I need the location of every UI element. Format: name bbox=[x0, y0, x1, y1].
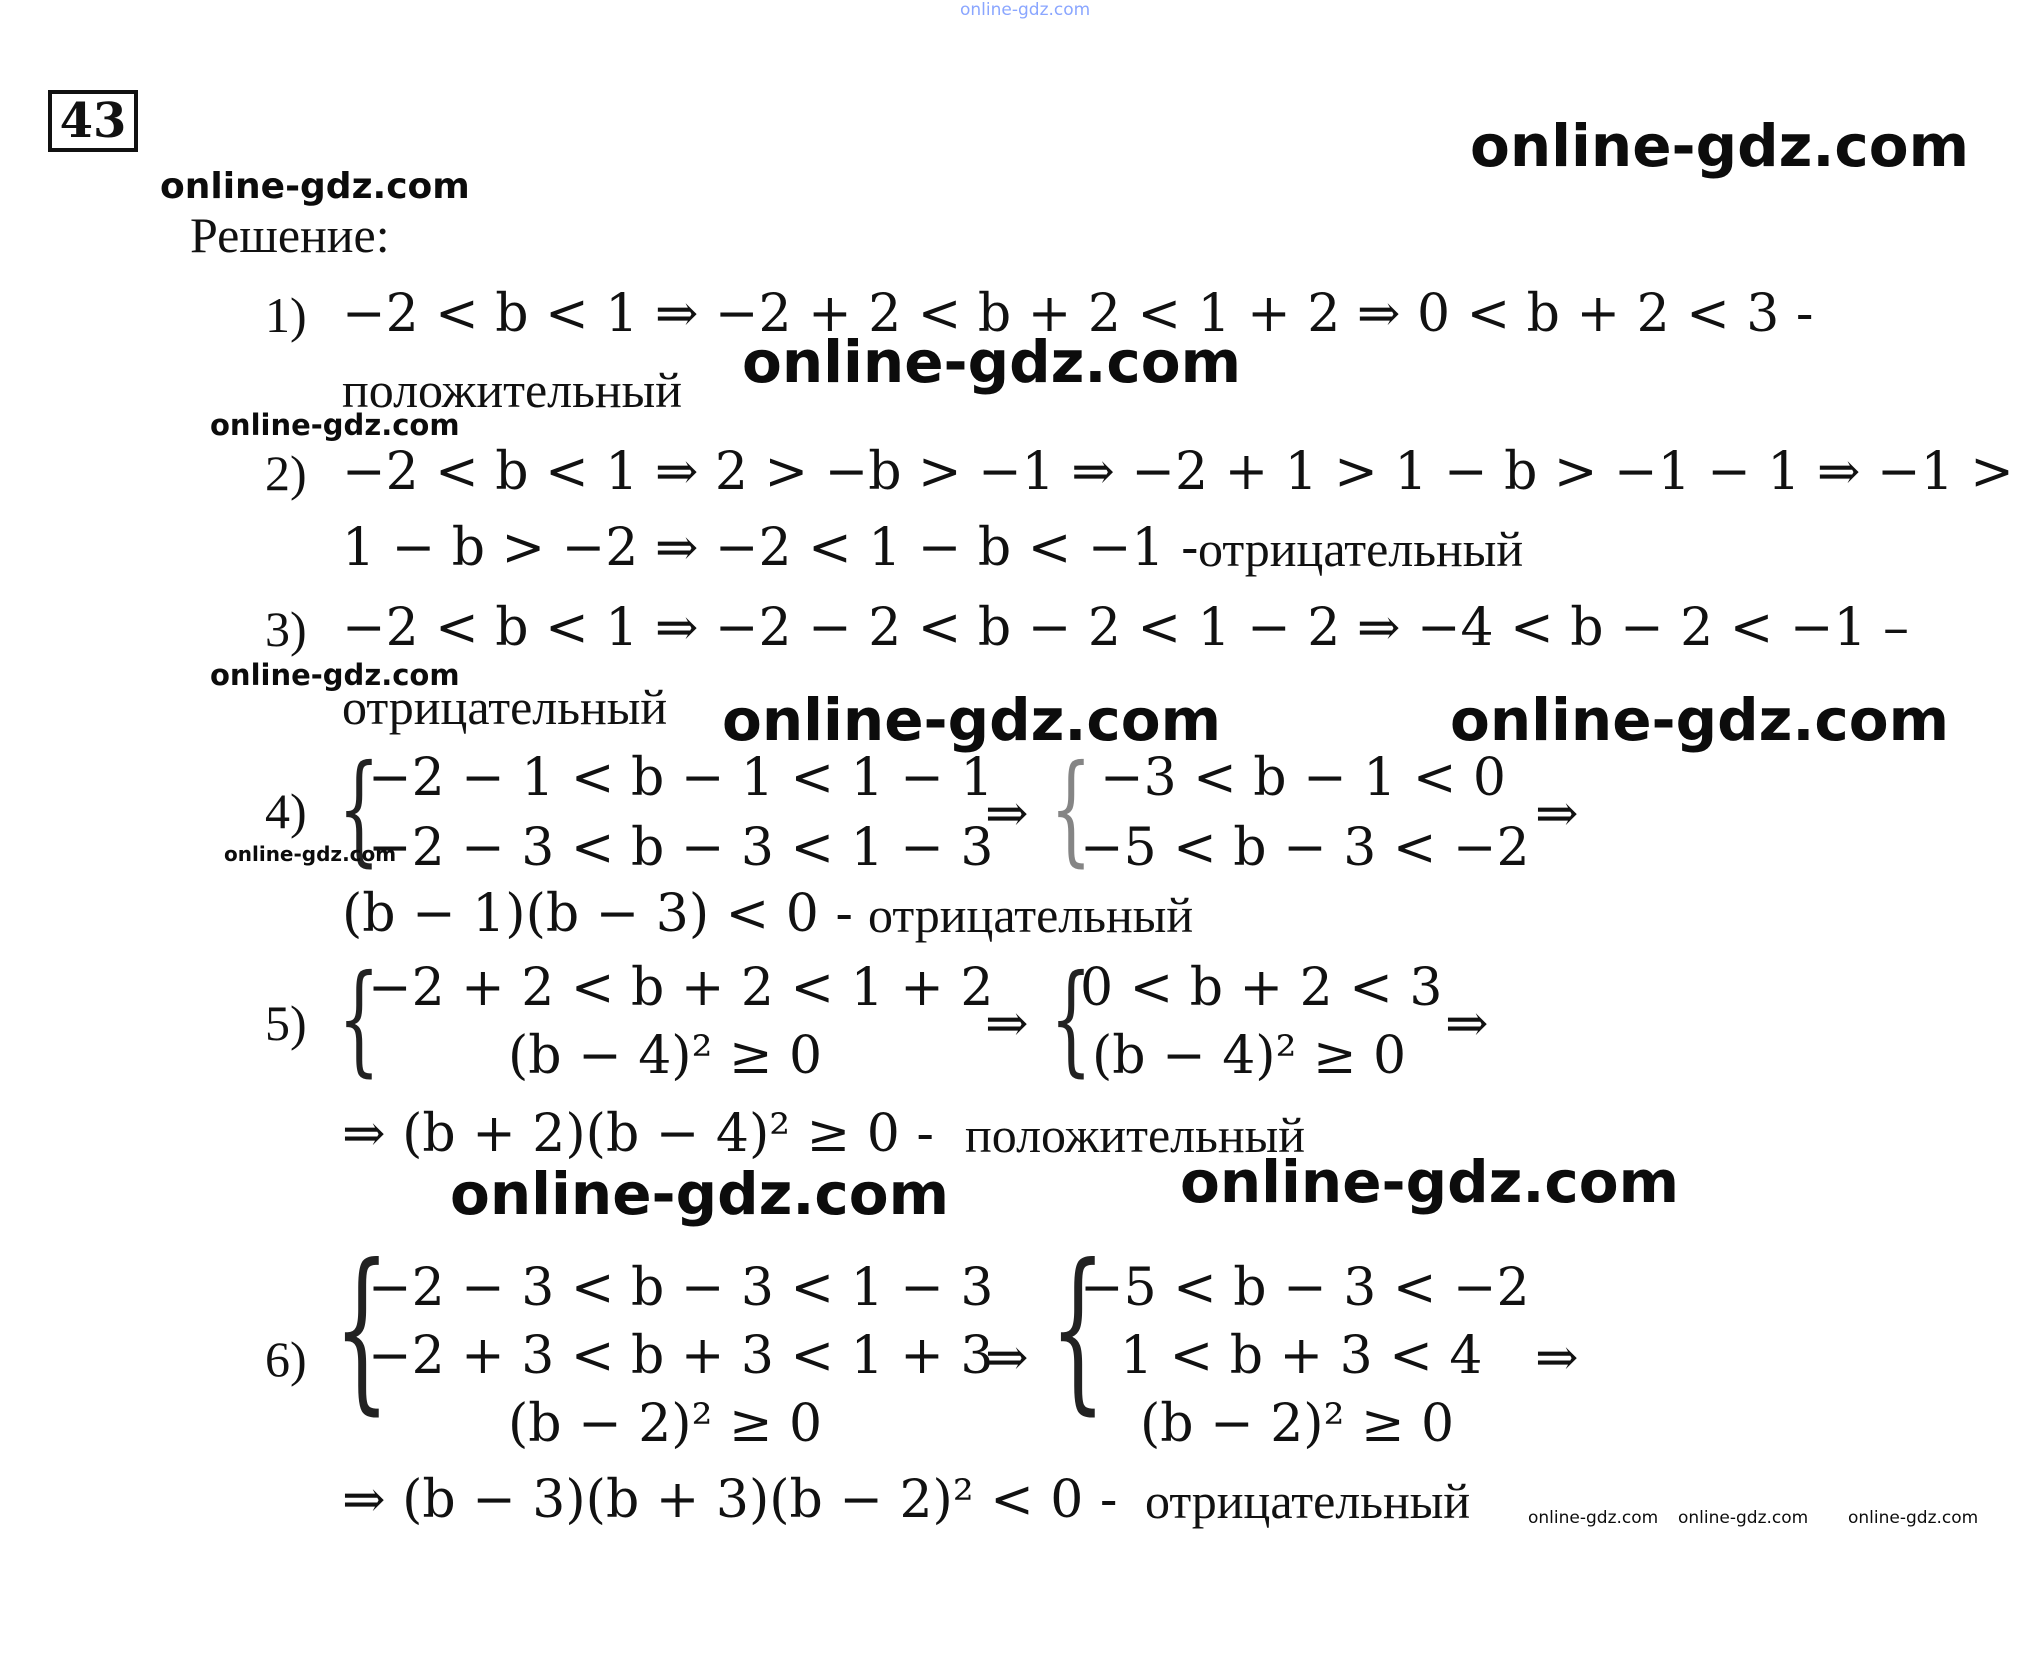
solution-heading: Решение: bbox=[190, 207, 390, 263]
item-3-line2: отрицательный bbox=[342, 679, 668, 735]
item-2-label: 2) bbox=[265, 445, 307, 501]
item-1-label: 1) bbox=[265, 287, 307, 343]
item-6-sys-right-3: (b − 2)² ≥ 0 bbox=[1140, 1394, 1455, 1454]
item-4-result-text: отрицательный bbox=[868, 887, 1194, 943]
watermark-top: online-gdz.com bbox=[960, 0, 1091, 20]
problem-number: 43 bbox=[48, 90, 138, 152]
item-3-label: 3) bbox=[265, 601, 307, 657]
brace-4-left: { bbox=[338, 740, 380, 879]
item-1-line2: положительный bbox=[342, 362, 683, 418]
item-5-result-text: положительный bbox=[965, 1107, 1306, 1163]
item-4-label: 4) bbox=[265, 783, 307, 839]
item-6-sys-left-3: (b − 2)² ≥ 0 bbox=[508, 1394, 823, 1454]
item-5-sys-left-2: (b − 4)² ≥ 0 bbox=[508, 1026, 823, 1086]
item-4-sys-left-1: −2 − 1 < b − 1 < 1 − 1 bbox=[368, 748, 994, 808]
watermark-tiny-2: online-gdz.com bbox=[1528, 1508, 1659, 1528]
item-5-result-math: ⇒ (b + 2)(b − 4)² ≥ 0 - bbox=[342, 1104, 934, 1164]
item-5-label: 5) bbox=[265, 995, 307, 1051]
item-5-sys-left-1: −2 + 2 < b + 2 < 1 + 2 bbox=[368, 958, 994, 1018]
item-4-arrow-2: ⇒ bbox=[1535, 784, 1579, 844]
watermark-tiny-3: online-gdz.com bbox=[1678, 1508, 1809, 1528]
item-6-result-math: ⇒ (b − 3)(b + 3)(b − 2)² < 0 - bbox=[342, 1470, 1118, 1530]
item-6-arrow-1: ⇒ bbox=[985, 1328, 1029, 1388]
watermark-large-1: online-gdz.com bbox=[1470, 112, 1970, 180]
item-5-arrow-1: ⇒ bbox=[985, 994, 1029, 1054]
watermark-large-4: online-gdz.com bbox=[1450, 686, 1950, 754]
item-4-sys-left-2: −2 − 3 < b − 3 < 1 − 3 bbox=[368, 818, 994, 878]
item-2-line2-math: 1 − b > −2 ⇒ −2 < 1 − b < −1 - bbox=[342, 518, 1199, 578]
item-4-sys-right-2: −5 < b − 3 < −2 bbox=[1080, 818, 1530, 878]
watermark-large-3: online-gdz.com bbox=[722, 686, 1222, 754]
watermark-tiny-1: online-gdz.com bbox=[224, 842, 397, 866]
item-6-label: 6) bbox=[265, 1331, 307, 1387]
brace-6-left: { bbox=[334, 1228, 390, 1431]
watermark-large-5: online-gdz.com bbox=[1180, 1148, 1680, 1216]
brace-6-right: { bbox=[1050, 1228, 1106, 1431]
item-4-result-math: (b − 1)(b − 3) < 0 - bbox=[342, 884, 853, 944]
item-5-sys-right-1: 0 < b + 2 < 3 bbox=[1080, 958, 1443, 1018]
item-1-line1: −2 < b < 1 ⇒ −2 + 2 < b + 2 < 1 + 2 ⇒ 0 < b + 2 < 3 - bbox=[342, 284, 1814, 344]
watermark-large-6: online-gdz.com bbox=[450, 1160, 950, 1228]
item-5-sys-right-2: (b − 4)² ≥ 0 bbox=[1092, 1026, 1407, 1086]
item-2-line2-text: отрицательный bbox=[1198, 521, 1524, 577]
item-2-line1: −2 < b < 1 ⇒ 2 > −b > −1 ⇒ −2 + 1 > 1 − b > −1 − 1 ⇒ −1 > bbox=[342, 442, 2014, 502]
item-6-sys-left-1: −2 − 3 < b − 3 < 1 − 3 bbox=[368, 1258, 994, 1318]
watermark-small-2: online-gdz.com bbox=[210, 658, 460, 692]
item-3-line1: −2 < b < 1 ⇒ −2 − 2 < b − 2 < 1 − 2 ⇒ −4 < b − 2 < −1 – bbox=[342, 598, 1910, 658]
brace-4-right: { bbox=[1050, 740, 1092, 879]
item-6-sys-right-2: 1 < b + 3 < 4 bbox=[1120, 1326, 1483, 1386]
item-4-arrow-1: ⇒ bbox=[985, 784, 1029, 844]
item-4-sys-right-1: −3 < b − 1 < 0 bbox=[1100, 748, 1506, 808]
watermark-medium-1: online-gdz.com bbox=[160, 166, 470, 207]
watermark-tiny-4: online-gdz.com bbox=[1848, 1508, 1979, 1528]
watermark-large-2: online-gdz.com bbox=[742, 328, 1242, 396]
item-6-result-text: отрицательный bbox=[1145, 1473, 1471, 1529]
item-6-sys-left-2: −2 + 3 < b + 3 < 1 + 3 bbox=[368, 1326, 994, 1386]
watermark-small-1: online-gdz.com bbox=[210, 408, 460, 442]
brace-5-left: { bbox=[338, 950, 380, 1089]
item-6-sys-right-1: −5 < b − 3 < −2 bbox=[1080, 1258, 1530, 1318]
item-5-arrow-2: ⇒ bbox=[1445, 994, 1489, 1054]
brace-5-right: { bbox=[1050, 950, 1092, 1089]
item-6-arrow-2: ⇒ bbox=[1535, 1328, 1579, 1388]
